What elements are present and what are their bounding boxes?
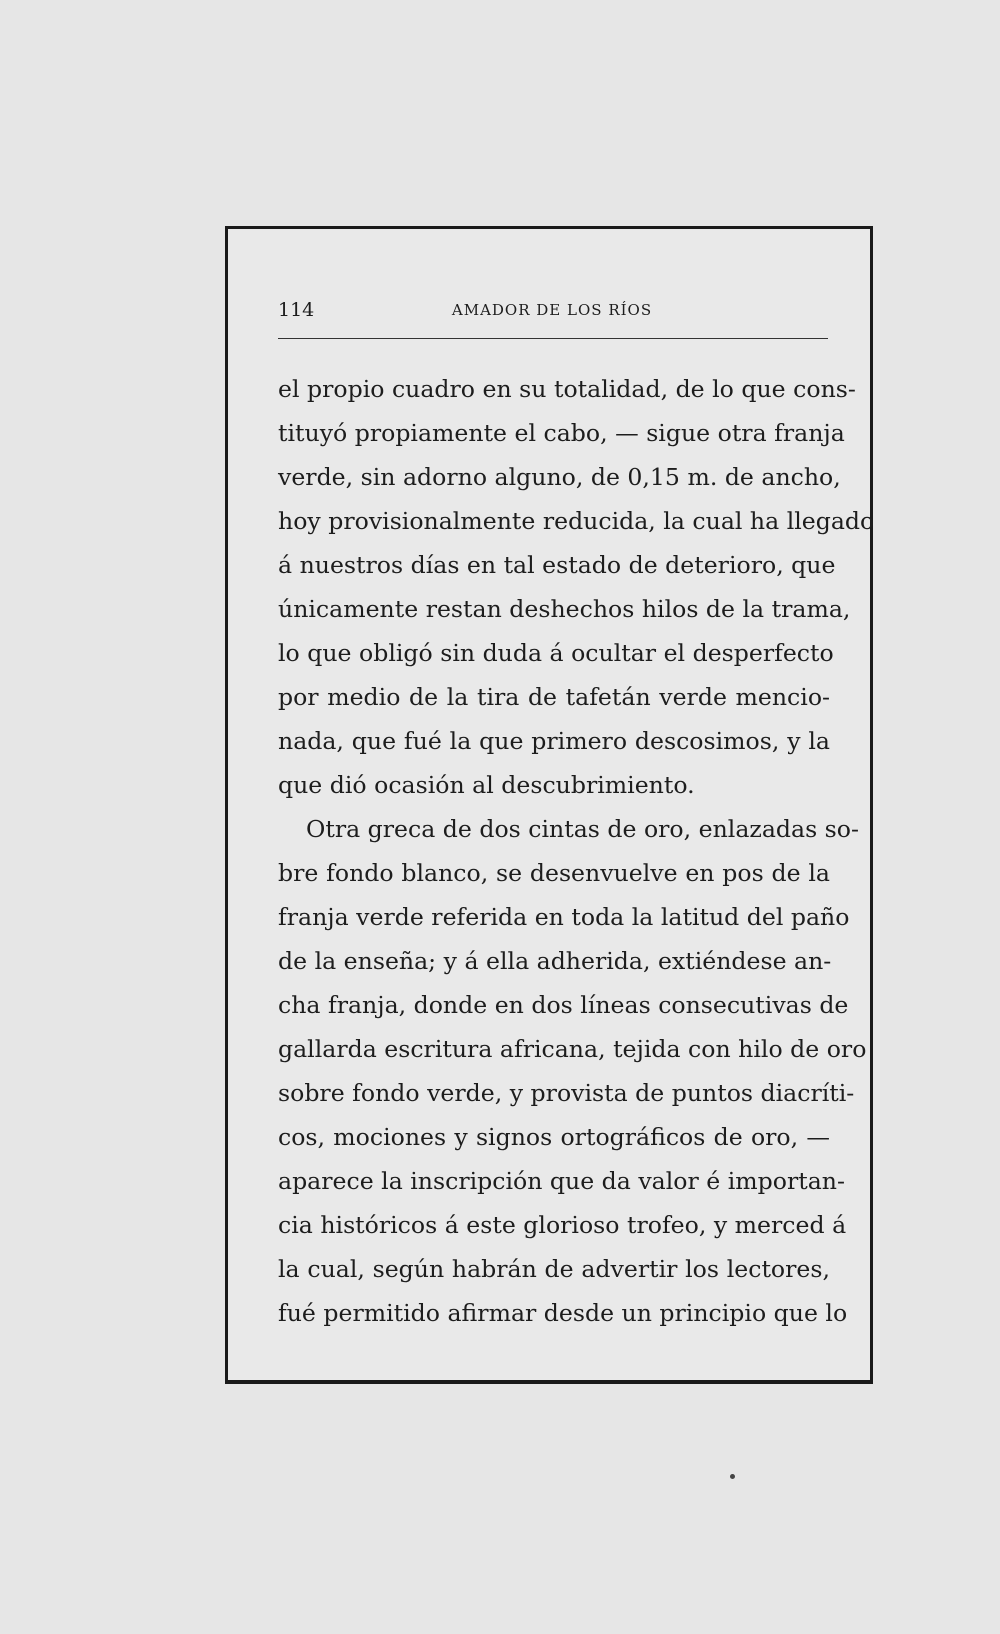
text-line: aparece la inscripción que da valor é importan-: [278, 1167, 845, 1195]
page-frame: [225, 226, 873, 1384]
text-line: Otra greca de dos cintas de oro, enlazadas so-: [306, 815, 859, 843]
text-line: bre fondo blanco, se desenvuelve en pos de la: [278, 859, 830, 887]
text-line: franja verde referida en toda la latitud del paño: [278, 903, 850, 931]
text-line: el propio cuadro en su totalidad, de lo que cons-: [278, 375, 856, 403]
text-line: verde, sin adorno alguno, de 0,15 m. de ancho,: [278, 463, 841, 491]
text-line: de la enseña; y á ella adherida, extiéndese an-: [278, 947, 832, 975]
running-title: AMADOR DE LOS RÍOS: [451, 301, 653, 319]
text-line: fué permitido afirmar desde un principio que lo: [278, 1299, 848, 1327]
text-line: por medio de la tira de tafetán verde mencio-: [278, 683, 830, 711]
text-line: cos, mociones y signos ortográficos de oro, —: [278, 1123, 830, 1151]
text-line: lo que obligó sin duda á ocultar el desperfecto: [278, 639, 834, 667]
page-number: 114: [278, 299, 315, 321]
text-line: nada, que fué la que primero descosimos, y la: [278, 727, 830, 755]
running-head: [278, 299, 826, 327]
text-line: que dió ocasión al descubrimiento.: [278, 771, 695, 799]
header-rule: [278, 338, 828, 339]
text-line: la cual, según habrán de advertir los lectores,: [278, 1255, 830, 1283]
text-line: á nuestros días en tal estado de deterioro, que: [278, 551, 836, 579]
text-line: sobre fondo verde, y provista de puntos diacríti-: [278, 1079, 855, 1107]
text-line: cha franja, donde en dos líneas consecutivas de: [278, 991, 849, 1019]
ink-speck: [730, 1474, 735, 1479]
text-line: gallarda escritura africana, tejida con hilo de oro: [278, 1035, 867, 1063]
text-line: tituyó propiamente el cabo, — sigue otra franja: [278, 419, 845, 447]
text-line: únicamente restan deshechos hilos de la trama,: [278, 595, 851, 623]
body-text: [278, 367, 875, 1335]
text-line: hoy provisionalmente reducida, la cual ha llegado: [278, 507, 875, 535]
text-line: cia históricos á este glorioso trofeo, y merced á: [278, 1211, 847, 1239]
